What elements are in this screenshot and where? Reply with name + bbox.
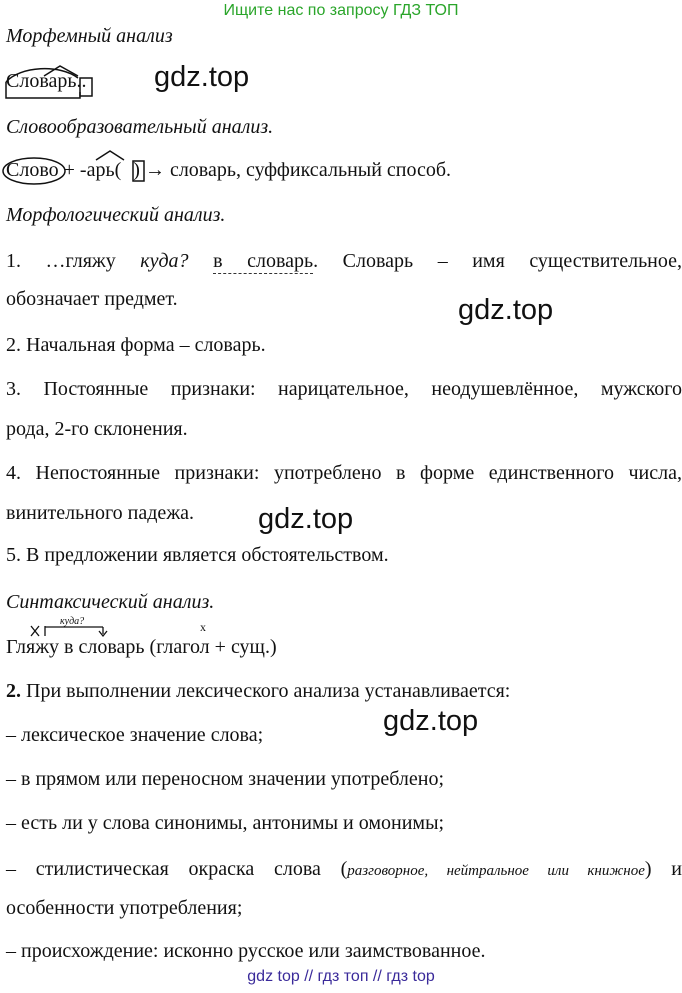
heading-morphological: Морфологический анализ.	[6, 204, 226, 226]
formation-marks	[0, 146, 170, 190]
heading-word-formation: Словообразовательный анализ.	[6, 116, 274, 138]
morph-item-1	[6, 250, 682, 273]
formation-rest: → словарь, суффиксальный способ.	[144, 159, 452, 181]
top-banner: Ищите нас по запросу ГДЗ ТОП	[223, 2, 459, 19]
footer-watermark: gdz top // гдз топ // гдз top	[247, 968, 435, 985]
morph-item-2: 2. Начальная форма – словарь.	[6, 334, 266, 356]
morph-item-4-line2: винительного падежа.	[6, 502, 195, 524]
morph-item-1-question: куда?	[140, 250, 189, 272]
watermark-3: gdz.top	[258, 503, 354, 535]
lexical-item-4-italic: разговорное, нейтральное или книжное	[347, 863, 645, 879]
formation-suffix-mark	[96, 151, 124, 160]
syntax-question: куда?	[60, 616, 85, 627]
formation-suffix: арь	[86, 159, 115, 181]
lexical-item-4-line2: особенности употребления;	[6, 897, 243, 919]
watermark-2: gdz.top	[458, 294, 554, 326]
morpheme-dots: ..	[76, 70, 87, 92]
lexical-item-4	[6, 858, 682, 881]
formation-root-word: Слово	[6, 159, 59, 181]
morph-item-3-line2: рода, 2-го склонения.	[6, 418, 188, 440]
heading-morphemic: Морфемный анализ	[6, 25, 173, 47]
morph-item-4-line1: 4. Непостоянные признаки: употреблено в форме единственного числа,	[6, 462, 682, 484]
syntax-sentence: Гляжу в словарь (глагол + сущ.)	[6, 636, 277, 658]
stem-mark	[6, 82, 80, 98]
morph-item-1-phrase: в словарь	[213, 250, 314, 272]
lexical-item-1: – лексическое значение слова;	[6, 724, 264, 746]
morph-item-5: 5. В предложении является обстоятельством.	[6, 544, 389, 566]
morph-item-1-rest: . Словарь – имя существительное,	[313, 250, 682, 272]
morpheme-marks	[0, 58, 100, 104]
morph-item-3-line1: 3. Постоянные признаки: нарицательное, неодушевлённое, мужского	[6, 378, 682, 400]
formation-paren-open: (	[114, 159, 122, 181]
lexical-intro-text: При выполнении лексического анализа устанавливается:	[21, 680, 511, 702]
ending-box	[80, 78, 92, 96]
lexical-intro-number: 2.	[6, 680, 21, 702]
formation-paren-close: )	[133, 159, 140, 181]
formation-plus: + -	[63, 159, 87, 181]
formation-ending-box	[133, 161, 144, 181]
lexical-intro	[6, 680, 510, 703]
syntax-head-x-mark	[31, 626, 39, 636]
watermark-1: gdz.top	[154, 61, 250, 93]
lexical-item-3: – есть ли у слова синонимы, антонимы и омонимы;	[6, 812, 445, 834]
morph-item-1-line2: обозначает предмет.	[6, 288, 178, 310]
lexical-item-5: – происхождение: исконно русское или заимствованное.	[6, 940, 486, 962]
lexical-item-4-start: – стилистическая окраска слова (	[6, 858, 348, 880]
lexical-item-2: – в прямом или переносном значении употреблено;	[6, 768, 444, 790]
morph-item-1-start: 1. …гляжу	[6, 250, 116, 272]
watermark-4: gdz.top	[383, 705, 479, 737]
syntax-x-mark: x	[200, 620, 206, 634]
root-ellipse-mark	[3, 158, 65, 184]
lexical-item-4-end: ) и	[644, 858, 682, 880]
morpheme-word: Словарь	[6, 70, 77, 92]
heading-syntactic: Синтаксический анализ.	[6, 591, 215, 613]
